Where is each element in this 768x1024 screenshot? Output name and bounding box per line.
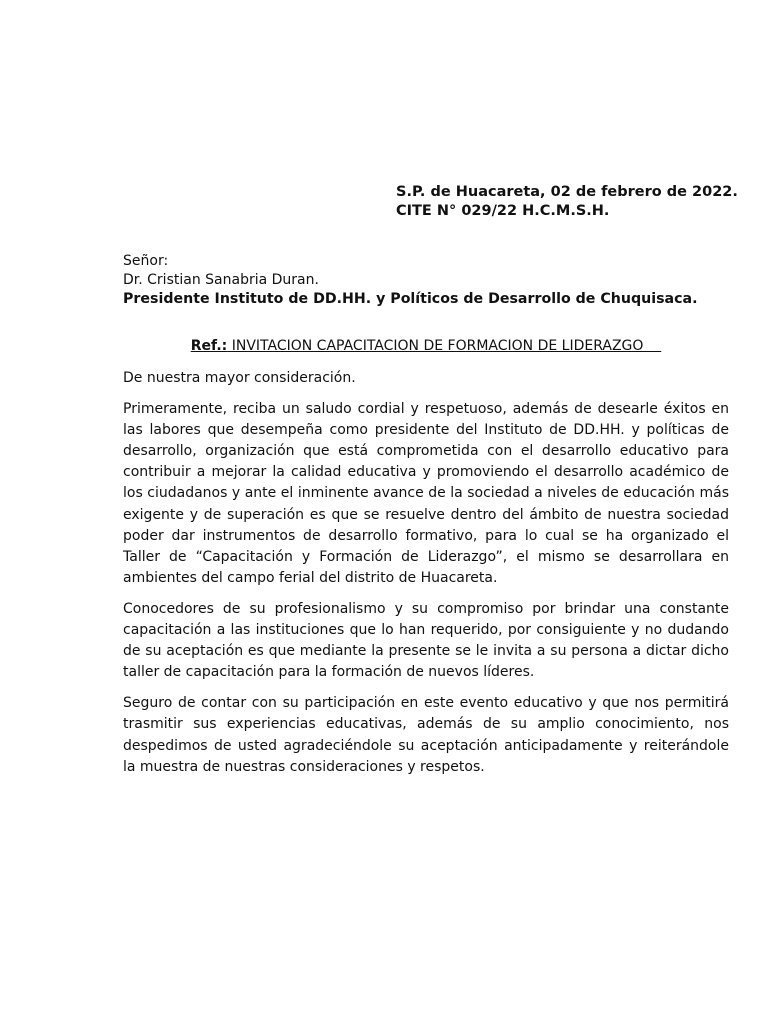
body-paragraph-1: Primeramente, reciba un saludo cordial y respetuoso, además de desearle éxitos en las labores que desempeña como presidente del Instituto de DD.HH. y políticas de desarrollo, organización que está comprometida con el desarrollo educativo para contribuir a mejorar la calidad educativa y promoviendo el desarrollo académico de los ciudadanos y ante el inminente avance de la sociedad a niveles de educación más exigente y de superación es que se resuelve dentro del ámbito de nuestra sociedad poder dar instrumentos de desarrollo formativo, para lo cual se ha organizado el Taller de “Capacitación y Formación de Liderazgo”, el mismo se desarrollara en ambientes del campo ferial del distrito de Huacareta.	[123, 401, 729, 586]
reference-text: INVITACION CAPACITACION DE FORMACION DE LIDERAZGO	[227, 338, 662, 354]
recipient-name: Dr. Cristian Sanabria Duran.	[123, 272, 319, 288]
greeting: De nuestra mayor consideración.	[123, 370, 356, 386]
salutation: Señor:	[123, 253, 169, 269]
date-line: S.P. de Huacareta, 02 de febrero de 2022.	[396, 184, 738, 200]
cite-line: CITE N° 029/22 H.C.M.S.H.	[396, 203, 610, 219]
body-paragraph-2: Conocedores de su profesionalismo y su compromiso por brindar una constante capacitación a las instituciones que lo han requerido, por consiguiente y no dudando de su aceptación es que mediante la presente se le invita a su persona a dictar dicho taller de capacitación para la formación de nuevos líderes.	[123, 600, 729, 681]
letter-header	[396, 183, 738, 221]
recipient-position: Presidente Instituto de DD.HH. y Políticos de Desarrollo de Chuquisaca.	[123, 291, 698, 307]
reference-label: Ref.:	[190, 338, 228, 354]
reference-line	[123, 337, 729, 356]
recipient-block	[123, 252, 733, 309]
body-paragraph-3: Seguro de contar con su participación en este evento educativo y que nos permitirá trasmitir sus experiencias educativas, además de su amplio conocimiento, nos despedimos de usted agradeciéndole su aceptación anticipadamente y reiterándole la muestra de nuestras consideraciones y respetos.	[123, 695, 729, 775]
letter-body	[123, 368, 729, 788]
